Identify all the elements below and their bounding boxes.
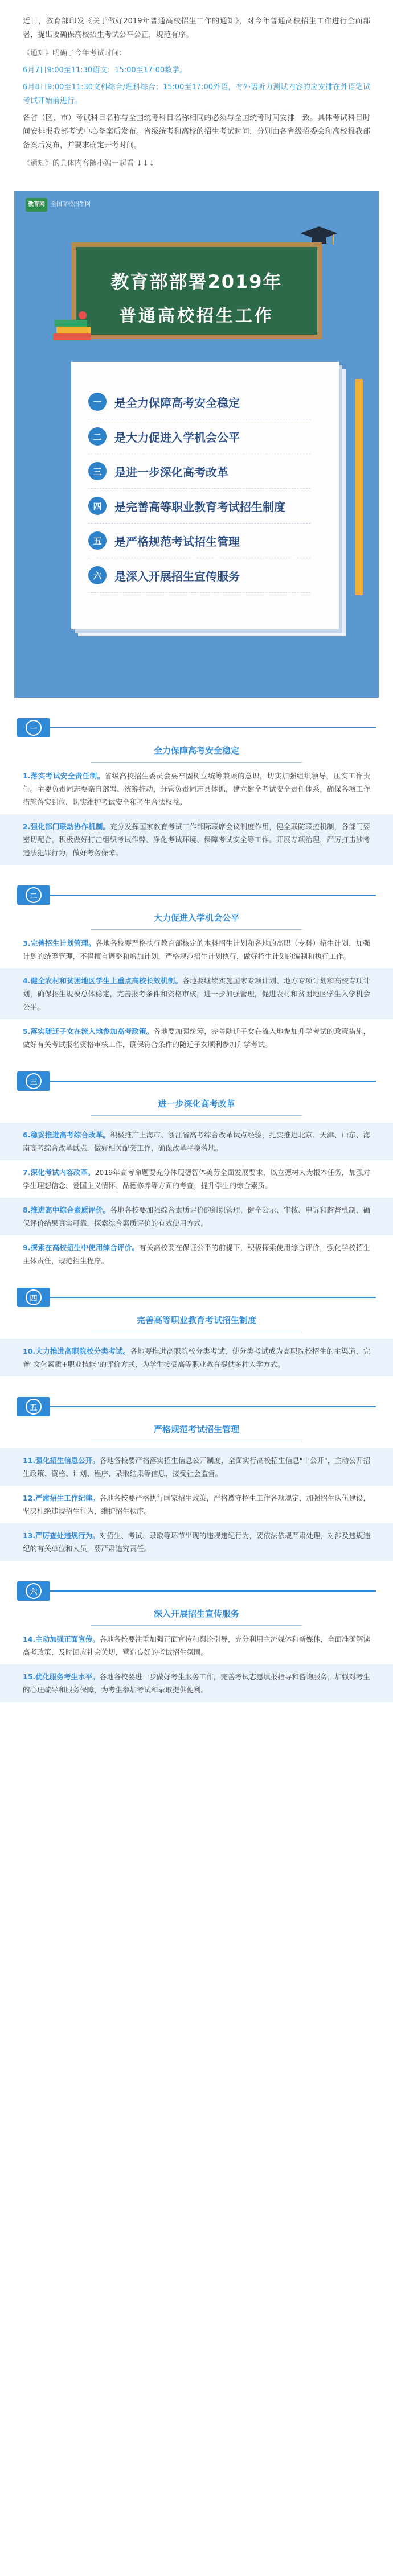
- section-item: [0, 1523, 393, 1561]
- summary-item: [88, 524, 310, 558]
- summary-item: [88, 419, 310, 454]
- section-3: [0, 1071, 393, 1267]
- item-text: 积极推广上海市、浙江省高考综合改革试点经验，扎实推进北京、天津、山东、海南高考综合改革试点，做好相关配套工作，确保改革平稳落地。: [23, 1131, 370, 1152]
- section-number: 一: [26, 720, 42, 736]
- item-text: 2019年高考命题要充分体现德智体美劳全面发展要求，以立德树人为根本任务，加强对学生理想信念、爱国主义情怀、品德修养等方面的考查，提升学生的综合素质。: [23, 1168, 370, 1190]
- section-item: [0, 1491, 393, 1518]
- pencil-icon: [355, 379, 363, 595]
- summary-number: 三: [88, 462, 107, 480]
- section-item: [0, 814, 393, 865]
- item-lead: 13.严厉查处违规行为。: [23, 1531, 100, 1540]
- item-lead: 12.严肃招生工作纪律。: [23, 1494, 100, 1502]
- item-lead: 5.落实随迁子女在流入地参加高考政策。: [23, 1027, 154, 1036]
- summary-number: 一: [88, 393, 107, 411]
- section-badge: [17, 1288, 50, 1307]
- section-number: 六: [26, 1583, 42, 1599]
- section-title: 严格规范考试招生管理: [153, 1424, 239, 1435]
- section-6: [0, 1581, 393, 1702]
- summary-item: [88, 454, 310, 489]
- section-badge: [17, 1581, 50, 1601]
- item-text: 各地各校要加强综合素质评价的组织管理，健全公示、审核、申诉和监督机制，确保评价结果真实可靠，探索综合素质评价的有效使用方式。: [23, 1206, 370, 1227]
- intro-paragraph-regional: 各省（区、市）考试科目名称与全国统考科目名称相同的必须与全国统考时间安排一致。具体考试科目时间安排报我部考试中心备案后发布。省级统考和高校的招生考试时间，分别由各省级招委会和高校报我部备案后发布，并要求确定开考时间。: [23, 114, 370, 150]
- books-icon: [51, 311, 96, 345]
- section-item: [0, 1241, 393, 1267]
- section-item: [0, 1633, 393, 1659]
- summary-number: 六: [88, 566, 107, 584]
- item-text: 充分发挥国家教育考试工作部际联席会议制度作用，健全联防联控机制，各部门要密切配合，积极做好打击组织考试作弊、净化考试环境、保障考试安全等工作。开展专项治理，严厉打击涉考违法犯罪行为，做好考务保障。: [23, 822, 370, 857]
- banner-title-line2: 普通高校招生工作: [119, 306, 274, 326]
- item-text: 各地各校要严格执行教育部核定的本科招生计划和各地的高职（专科）招生计划，加强计划的统筹管理，不得擅自调整和增加计划，严格规范招生计划执行，做好招生计划的编制和执行工作。: [23, 939, 370, 961]
- logo-text: 全国高校招生网: [51, 201, 91, 208]
- section-number: 四: [26, 1289, 42, 1305]
- item-lead: 15.优化服务考生水平。: [23, 1672, 100, 1681]
- item-text: 对招生、考试、录取等环节出现的违规违纪行为，要依法依规严肃处理，对涉及违规违纪的有关单位和人员，要严肃追究责任。: [23, 1531, 370, 1553]
- section-title: 进一步深化高考改革: [158, 1099, 235, 1109]
- logo-mark: 教育网: [26, 198, 47, 212]
- summary-label: 是严格规范考试招生管理: [114, 534, 240, 549]
- item-lead: 14.主动加强正面宣传。: [23, 1635, 100, 1643]
- section-header: [17, 1288, 376, 1307]
- site-logo: [26, 198, 91, 212]
- section-5: [0, 1397, 393, 1561]
- intro: [0, 0, 393, 180]
- item-text: 各地各校要严格落实招生信息公开制度，全面实行高校招生信息"十公开"，主动公开招生政策、资格、计划、程序、录取结果等信息，接受社会监督。: [23, 1456, 370, 1478]
- item-lead: 6.稳妥推进高考综合改革。: [23, 1131, 110, 1139]
- item-lead: 1.落实考试安全责任制。: [23, 772, 105, 780]
- item-lead: 3.完善招生计划管理。: [23, 939, 96, 947]
- section-badge: [17, 718, 50, 737]
- item-text: 各地各校要严格执行国家招生政策，严格遵守招生工作各项规定，加强招生队伍建设，坚决杜绝违规招生行为，维护招生秩序。: [23, 1494, 370, 1515]
- banner-title-line1: 教育部部署2019年: [110, 271, 283, 292]
- section-header: [17, 718, 376, 737]
- section-header: [17, 885, 376, 905]
- section-item: [0, 968, 393, 1019]
- summary-number: 二: [88, 427, 107, 446]
- section-title: 全力保障高考安全稳定: [153, 745, 239, 756]
- section-badge: [17, 1071, 50, 1091]
- intro-notice: 《通知》明确了今年考试时间：: [23, 49, 127, 57]
- summary-label: 是大力促进入学机会公平: [114, 430, 240, 444]
- section-item: [0, 937, 393, 963]
- summary-number: 五: [88, 531, 107, 550]
- summary-number: 四: [88, 497, 107, 515]
- summary-item: [88, 489, 310, 524]
- item-text: 各地要加强统筹，完善随迁子女在流入地参加升学考试的政策措施，做好有关考试报名资格审核工作，确保符合条件的随迁子女顺利参加升学考试。: [23, 1027, 370, 1049]
- section-item: [0, 1664, 393, 1702]
- summary-item: [88, 385, 310, 419]
- item-lead: 11.强化招生信息公开。: [23, 1456, 100, 1465]
- intro-paragraph: 近日，教育部印发《关于做好2019年普通高校招生工作的通知》，对今年普通高校招生工作进行全面部署，提出要确保高校招生考试公平公正，规范有序。: [23, 17, 370, 39]
- section-number: 三: [26, 1073, 42, 1089]
- hero-banner: [14, 191, 379, 698]
- item-text: 各地各校要注重加强正面宣传和舆论引导，充分利用主流媒体和新媒体，全面准确解读高考政策，及时回应社会关切，营造良好的考试招生氛围。: [23, 1635, 370, 1656]
- item-lead: 9.探索在高校招生中使用综合评价。: [23, 1243, 140, 1252]
- section-title: 深入开展招生宣传服务: [153, 1609, 239, 1619]
- summary-list: [71, 362, 339, 593]
- section-item: [0, 1198, 393, 1235]
- section-4: [0, 1288, 393, 1376]
- item-lead: 8.推进高中综合素质评价。: [23, 1206, 110, 1214]
- chalkboard: [71, 242, 322, 339]
- summary-label: 是完善高等职业教育考试招生制度: [114, 500, 285, 514]
- item-lead: 4.健全农村和贫困地区学生上重点高校长效机制。: [23, 976, 183, 985]
- section-1: [0, 718, 393, 865]
- section-header: [17, 1071, 376, 1091]
- section-item: [0, 1166, 393, 1192]
- section-header: [17, 1581, 376, 1601]
- section-badge: [17, 885, 50, 905]
- section-number: 五: [26, 1399, 42, 1415]
- section-header: [17, 1397, 376, 1416]
- item-text: 各地各校要进一步做好考生服务工作，完善考试志愿填报指导和咨询服务，加强对考生的心理疏导和服务保障，为考生参加考试和录取提供便利。: [23, 1672, 370, 1694]
- section-2: [0, 885, 393, 1051]
- section-item: [0, 1448, 393, 1486]
- item-text: 省级高校招生委员会要牢固树立统筹兼顾的意识，切实加强组织领导，压实工作责任。主要负责同志要亲自部署、统筹推动，分管负责同志具体抓，建立健全考试安全责任体系，确保各项工作措施落实到位，切实维护考试安全和考生合法权益。: [23, 772, 370, 806]
- item-lead: 10.大力推进高职院校分类考试。: [23, 1347, 130, 1355]
- intro-follow: 《通知》的具体内容随小编一起看 ↓↓↓: [23, 159, 155, 168]
- section-item: [0, 1025, 393, 1051]
- summary-label: 是全力保障高考安全稳定: [114, 395, 240, 410]
- exam-schedule-day2: 6月8日9:00至11:30文科综合/理科综合；15:00至17:00外语，有外语听力测试内容的应安排在外语笔试考试开始前进行。: [23, 83, 370, 105]
- exam-schedule-day1: 6月7日9:00至11:30语文；15:00至17:00数学。: [23, 66, 187, 75]
- item-lead: 2.强化部门联动协作机制。: [23, 822, 110, 831]
- summary-label: 是深入开展招生宣传服务: [114, 569, 240, 583]
- section-badge: [17, 1397, 50, 1416]
- section-title: 完善高等职业教育考试招生制度: [136, 1315, 256, 1325]
- item-text: 各地要继续实施国家专项计划、地方专项计划和高校专项计划，确保招生规模总体稳定，完善报考条件和资格审核，进一步加强管理，促进农村和贫困地区学生入学机会公平。: [23, 976, 370, 1011]
- summary-card: [71, 362, 339, 629]
- item-text: 各地要推进高职院校分类考试，使分类考试成为高职院校招生的主渠道，完善"文化素质+职业技能"的评价方式，为学生接受高等职业教育提供多种入学方式。: [23, 1347, 370, 1369]
- summary-label: 是进一步深化高考改革: [114, 465, 228, 479]
- item-text: 有关高校要在保证公平的前提下，积极探索使用综合评价，强化学校招生主体责任，规范招生程序。: [23, 1243, 370, 1265]
- summary-item: [88, 558, 310, 593]
- item-lead: 7.深化考试内容改革。: [23, 1168, 95, 1177]
- section-item: [0, 769, 393, 809]
- section-number: 二: [26, 887, 42, 903]
- section-title: 大力促进入学机会公平: [153, 913, 239, 923]
- section-item: [0, 1123, 393, 1160]
- section-item: [0, 1339, 393, 1376]
